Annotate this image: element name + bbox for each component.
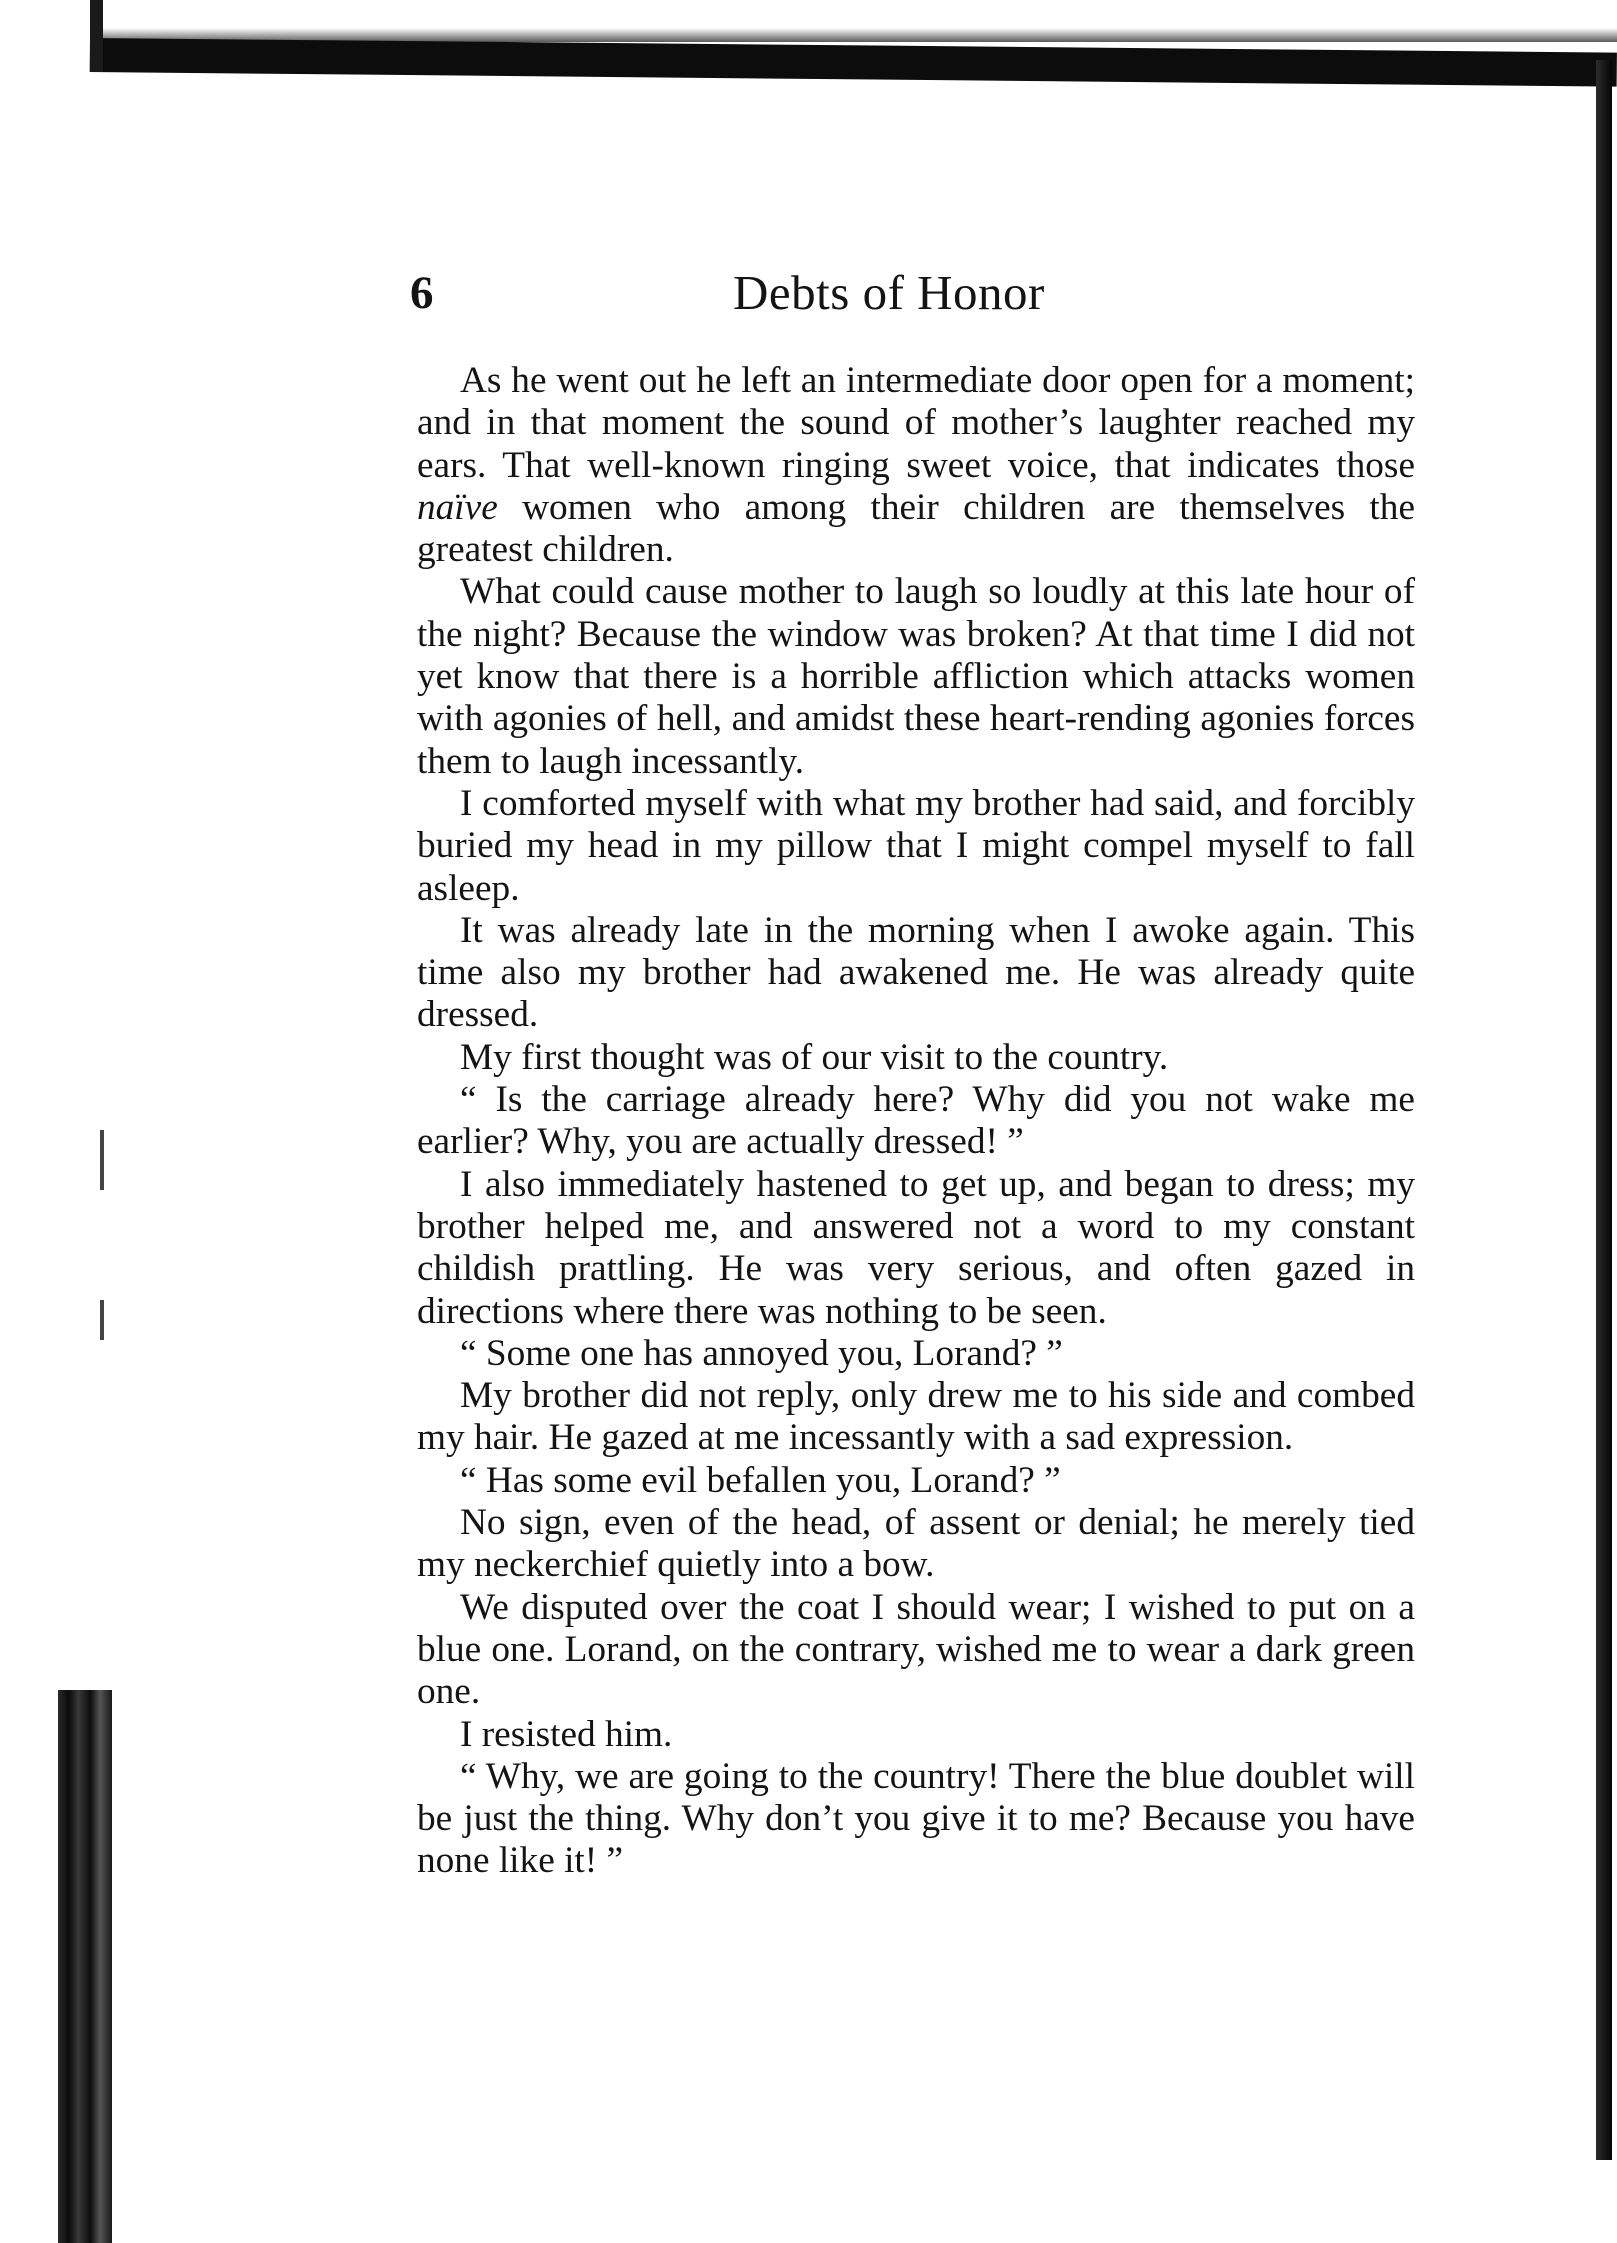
- paragraph: It was already late in the morning when I awoke again. This time also my brother had awakened me. He was already quite dressed.: [417, 909, 1415, 1036]
- scan-top-edge: [90, 38, 1617, 87]
- scan-mark: [100, 1300, 104, 1340]
- paragraph: “ Is the carriage already here? Why did you not wake me earlier? Why, you are actually dressed! ”: [417, 1079, 1415, 1163]
- paragraph: What could cause mother to laugh so loudly at this late hour of the night? Because the window was broken? At that time I did not yet know that there is a horrible affliction which attacks women with agonies of hell, and amidst these heart-rending agonies forces them to laugh incessantly.: [417, 571, 1415, 782]
- paragraph: I comforted myself with what my brother had said, and forcibly buried my head in my pillow that I might compel myself to fall asleep.: [417, 782, 1415, 909]
- scan-mark: [100, 1130, 104, 1190]
- paragraph: “ Why, we are going to the country! There the blue doublet will be just the thing. Why don’t you give it to me? Because you have none like it! ”: [417, 1755, 1415, 1882]
- paragraph-text: women who among their children are themselves the greatest children.: [417, 486, 1415, 571]
- running-title: Debts of Honor: [733, 265, 1045, 320]
- scan-right-edge: [1596, 60, 1612, 2160]
- paragraph: My first thought was of our visit to the country.: [460, 1036, 1169, 1078]
- paragraph: No sign, even of the head, of assent or denial; he merely tied my neckerchief quietly into a bow.: [417, 1502, 1415, 1586]
- page-number: 6: [410, 267, 434, 319]
- paragraph: [417, 360, 1415, 571]
- paragraph: We disputed over the coat I should wear; I wished to put on a blue one. Lorand, on the contrary, wished me to wear a dark green one.: [417, 1586, 1415, 1713]
- paragraph: My brother did not reply, only drew me to his side and combed my hair. He gazed at me incessantly with a sad expression.: [417, 1375, 1415, 1459]
- body-text: [417, 360, 1415, 1883]
- scan-left-edge: [90, 0, 103, 72]
- paragraph: “ Has some evil befallen you, Lorand? ”: [460, 1459, 1061, 1501]
- scan-binding-shadow: [58, 1690, 112, 2243]
- paragraph: “ Some one has annoyed you, Lorand? ”: [460, 1332, 1063, 1374]
- running-head: [400, 258, 1110, 328]
- paragraph: I also immediately hastened to get up, and began to dress; my brother helped me, and answered not a word to my constant childish prattling. He was very serious, and often gazed in directions where there was nothing to be seen.: [417, 1163, 1415, 1332]
- italic-word: naïve: [417, 486, 498, 528]
- paragraph-text: As he went out he left an intermediate door open for a moment; and in that moment the sound of mother’s laughter reached my ears. That well-known ringing sweet voice, that indicates those: [417, 360, 1415, 486]
- paragraph: I resisted him.: [460, 1713, 673, 1755]
